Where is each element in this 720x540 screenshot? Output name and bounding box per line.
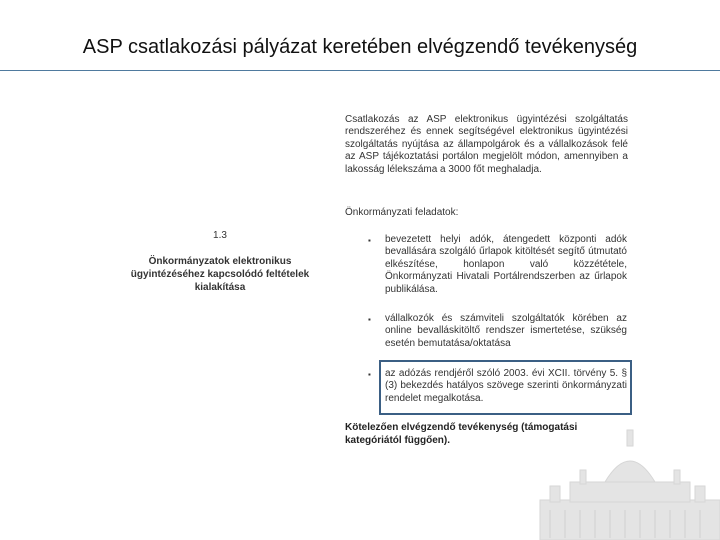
task-item: bevezetett helyi adók, átengedett központi adók bevallására szolgáló űrlapok kitöltését segítő útmutató elkészítése, honlapon való közzététele, Önkormányzati Hivatali Portálrendszerben az űrlapok publikálása.	[385, 234, 627, 295]
slide-title: ASP csatlakozási pályázat keretében elvégzendő tevékenység	[82, 36, 638, 58]
task-item: vállalkozók és számviteli szolgáltatók körében az online bevalláskitöltő rendszer ismertetése, szükség esetén bemutatása/oktatása	[385, 313, 627, 349]
closing-note: Kötelezően elvégzendő tevékenység (támogatási kategóriától függően).	[345, 422, 578, 446]
intro-paragraph: Csatlakozás az ASP elektronikus ügyintézési szolgáltatás rendszeréhez és ennek segítségével elektronikus ügyintézési szolgáltatás nyújtása az állampolgárok és a vállalkozások felé az ASP tájékoztatási portálon megjelölt módon, amennyiben a lakosság lélekszáma a 3000 főt meghaladja.	[345, 114, 628, 175]
bullet-icon: ▪	[368, 236, 371, 245]
section-heading: Önkormányzatok elektronikus ügyintézéséhez kapcsolódó feltételek kialakítása	[130, 256, 310, 293]
bullet-icon: ▪	[368, 370, 371, 379]
parliament-watermark-icon	[520, 420, 720, 540]
bullet-icon: ▪	[368, 315, 371, 324]
title-divider	[0, 70, 720, 71]
section-number: 1.3	[213, 230, 227, 241]
task-item-highlighted: az adózás rendjéről szóló 2003. évi XCII. törvény 5. § (3) bekezdés hatályos szövege szerinti önkormányzati rendelet megalkotása.	[385, 368, 627, 404]
tasks-label: Önkormányzati feladatok:	[345, 207, 459, 218]
